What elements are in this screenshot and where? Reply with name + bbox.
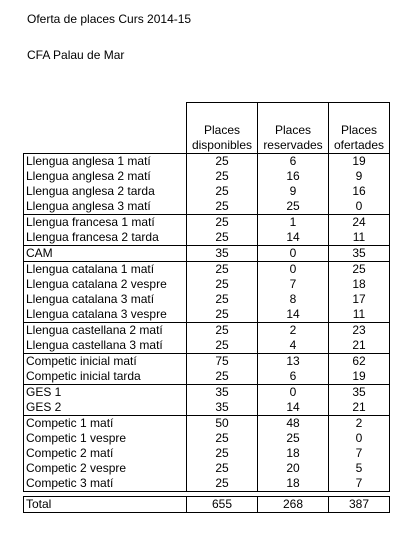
places-ofertades: 17 — [329, 292, 390, 307]
places-reservades: 13 — [258, 354, 329, 370]
table-row — [24, 338, 390, 354]
places-reservades: 9 — [258, 184, 329, 199]
course-name: Llengua catalana 3 vespre — [24, 307, 187, 323]
header-disponibles — [187, 103, 258, 154]
table-row — [24, 400, 390, 416]
table-row — [24, 154, 390, 170]
places-disponibles: 25 — [187, 199, 258, 215]
places-ofertades: 35 — [329, 246, 390, 262]
table-row — [24, 461, 390, 476]
places-ofertades: 16 — [329, 184, 390, 199]
header-reservades-line1: Places — [274, 123, 312, 137]
header-ofertades-line1: Places — [340, 123, 378, 137]
places-reservades: 0 — [258, 262, 329, 278]
places-ofertades: 23 — [329, 323, 390, 339]
places-reservades: 18 — [258, 476, 329, 492]
course-name: Llengua anglesa 2 tarda — [24, 184, 187, 199]
table-row — [24, 307, 390, 323]
places-ofertades: 21 — [329, 338, 390, 354]
places-ofertades: 9 — [329, 169, 390, 184]
places-reservades: 7 — [258, 277, 329, 292]
total-reservades: 268 — [258, 497, 329, 513]
places-ofertades: 24 — [329, 215, 390, 231]
table-row — [24, 476, 390, 492]
places-reservades: 6 — [258, 369, 329, 385]
places-disponibles: 25 — [187, 184, 258, 199]
places-disponibles: 35 — [187, 246, 258, 262]
places-disponibles: 25 — [187, 215, 258, 231]
course-name: Competic inicial matí — [24, 354, 187, 370]
course-name: Competic inicial tarda — [24, 369, 187, 385]
places-disponibles: 25 — [187, 230, 258, 246]
places-reservades: 6 — [258, 154, 329, 170]
course-name: Competic 3 matí — [24, 476, 187, 492]
document-subtitle: CFA Palau de Mar — [27, 48, 125, 62]
places-reservades: 48 — [258, 416, 329, 432]
places-ofertades: 18 — [329, 277, 390, 292]
table-row — [24, 446, 390, 461]
places-ofertades: 11 — [329, 230, 390, 246]
table-row — [24, 369, 390, 385]
course-name: Competic 2 vespre — [24, 461, 187, 476]
course-name: Competic 2 matí — [24, 446, 187, 461]
course-name: Competic 1 vespre — [24, 431, 187, 446]
header-disponibles-line1: Places — [203, 123, 241, 137]
course-name: Llengua francesa 1 matí — [24, 215, 187, 231]
header-blank — [24, 103, 187, 154]
places-disponibles: 25 — [187, 277, 258, 292]
places-ofertades: 2 — [329, 416, 390, 432]
places-reservades: 25 — [258, 199, 329, 215]
places-disponibles: 25 — [187, 461, 258, 476]
document-title: Oferta de places Curs 2014-15 — [27, 12, 192, 26]
places-disponibles: 25 — [187, 338, 258, 354]
places-reservades: 16 — [258, 169, 329, 184]
header-disponibles-line2: disponibles — [191, 138, 253, 152]
places-disponibles: 25 — [187, 431, 258, 446]
course-name: Llengua castellana 3 matí — [24, 338, 187, 354]
course-name: Llengua anglesa 3 matí — [24, 199, 187, 215]
course-name: GES 2 — [24, 400, 187, 416]
places-disponibles: 25 — [187, 323, 258, 339]
places-disponibles: 25 — [187, 476, 258, 492]
places-disponibles: 25 — [187, 154, 258, 170]
course-name: Llengua anglesa 2 matí — [24, 169, 187, 184]
places-reservades: 14 — [258, 230, 329, 246]
table-row — [24, 292, 390, 307]
places-disponibles: 50 — [187, 416, 258, 432]
places-table — [23, 102, 390, 492]
places-ofertades: 11 — [329, 307, 390, 323]
places-disponibles: 25 — [187, 307, 258, 323]
places-disponibles: 25 — [187, 292, 258, 307]
course-name: Llengua catalana 3 matí — [24, 292, 187, 307]
places-reservades: 2 — [258, 323, 329, 339]
places-disponibles: 25 — [187, 262, 258, 278]
table-row — [24, 230, 390, 246]
table-row — [24, 262, 390, 278]
table-body — [24, 154, 390, 492]
places-disponibles: 25 — [187, 169, 258, 184]
header-reservades-line2: reservades — [263, 138, 323, 152]
places-disponibles: 35 — [187, 400, 258, 416]
total-disponibles: 655 — [187, 497, 258, 513]
places-ofertades: 19 — [329, 154, 390, 170]
header-reservades — [258, 103, 329, 154]
table-row — [24, 277, 390, 292]
places-reservades: 4 — [258, 338, 329, 354]
course-name: Competic 1 matí — [24, 416, 187, 432]
places-disponibles: 75 — [187, 354, 258, 370]
course-name: CAM — [24, 246, 187, 262]
table-row — [24, 323, 390, 339]
places-ofertades: 62 — [329, 354, 390, 370]
places-ofertades: 5 — [329, 461, 390, 476]
table-row — [24, 431, 390, 446]
table-row — [24, 246, 390, 262]
total-label: Total — [24, 497, 187, 513]
places-disponibles: 25 — [187, 446, 258, 461]
table-row — [24, 354, 390, 370]
places-reservades: 20 — [258, 461, 329, 476]
places-ofertades: 0 — [329, 431, 390, 446]
total-ofertades: 387 — [329, 497, 390, 513]
header-ofertades — [329, 103, 390, 154]
course-name: Llengua anglesa 1 matí — [24, 154, 187, 170]
places-ofertades: 25 — [329, 262, 390, 278]
places-disponibles: 25 — [187, 369, 258, 385]
places-reservades: 25 — [258, 431, 329, 446]
places-reservades: 8 — [258, 292, 329, 307]
places-reservades: 14 — [258, 400, 329, 416]
places-disponibles: 35 — [187, 385, 258, 401]
total-table — [23, 496, 390, 513]
places-reservades: 0 — [258, 246, 329, 262]
total-row — [24, 497, 390, 513]
course-name: Llengua catalana 2 vespre — [24, 277, 187, 292]
places-reservades: 0 — [258, 385, 329, 401]
places-ofertades: 0 — [329, 199, 390, 215]
table-row — [24, 416, 390, 432]
course-name: Llengua castellana 2 matí — [24, 323, 187, 339]
table-row — [24, 215, 390, 231]
table-row — [24, 169, 390, 184]
table-row — [24, 184, 390, 199]
table-row — [24, 199, 390, 215]
places-ofertades: 21 — [329, 400, 390, 416]
header-ofertades-line2: ofertades — [333, 138, 385, 152]
course-name: GES 1 — [24, 385, 187, 401]
places-ofertades: 35 — [329, 385, 390, 401]
places-reservades: 1 — [258, 215, 329, 231]
places-ofertades: 7 — [329, 446, 390, 461]
places-ofertades: 7 — [329, 476, 390, 492]
places-reservades: 14 — [258, 307, 329, 323]
places-ofertades: 19 — [329, 369, 390, 385]
table-row — [24, 385, 390, 401]
course-name: Llengua francesa 2 tarda — [24, 230, 187, 246]
course-name: Llengua catalana 1 matí — [24, 262, 187, 278]
places-reservades: 18 — [258, 446, 329, 461]
